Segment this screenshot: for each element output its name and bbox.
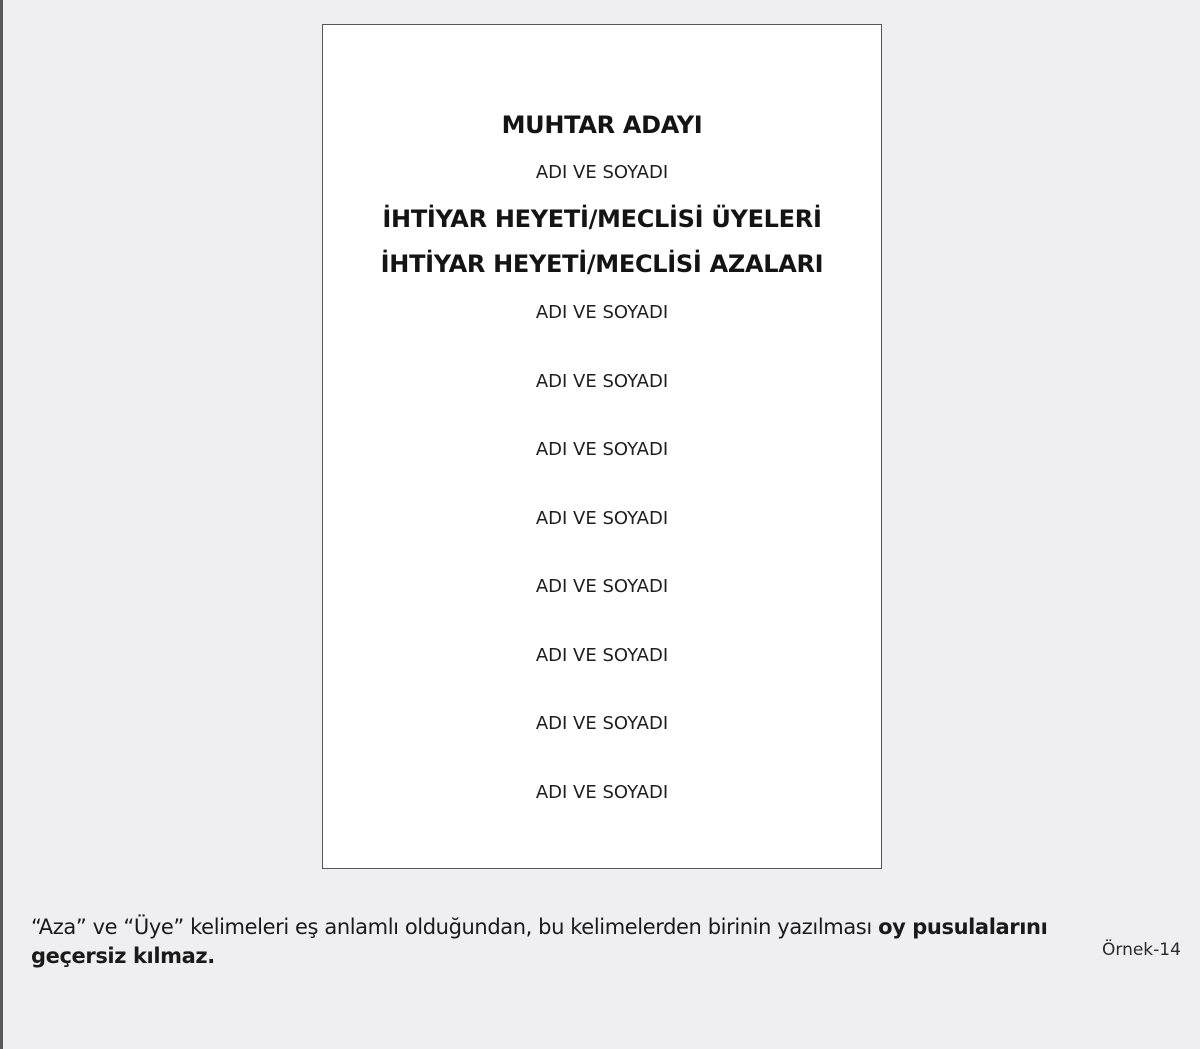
note-text: “Aza” ve “Üye” kelimeleri eş anlamlı olduğundan, bu kelimelerden birinin yazılması	[31, 915, 879, 939]
council-name-8: ADI VE SOYADI	[535, 782, 669, 803]
muhtar-heading: MUHTAR ADAYI	[501, 111, 703, 139]
council-name-7: ADI VE SOYADI	[535, 713, 669, 734]
council-name-6: ADI VE SOYADI	[535, 645, 669, 666]
example-label: Örnek-14	[1102, 940, 1181, 960]
council-name-1: ADI VE SOYADI	[535, 302, 669, 323]
council-heading-azalar: İHTİYAR HEYETİ/MECLİSİ AZALARI	[380, 250, 824, 278]
council-name-2: ADI VE SOYADI	[535, 371, 669, 392]
ballot-sample	[322, 24, 882, 869]
council-name-3: ADI VE SOYADI	[535, 439, 669, 460]
council-name-5: ADI VE SOYADI	[535, 576, 669, 597]
council-name-4: ADI VE SOYADI	[535, 508, 669, 529]
note-bold-text: oy pusulalarını geçersiz kılmaz.	[31, 915, 1048, 968]
left-border	[0, 0, 3, 1049]
muhtar-name: ADI VE SOYADI	[535, 162, 669, 183]
explanation-note	[31, 913, 1091, 971]
council-heading-members: İHTİYAR HEYETİ/MECLİSİ ÜYELERİ	[382, 205, 822, 233]
